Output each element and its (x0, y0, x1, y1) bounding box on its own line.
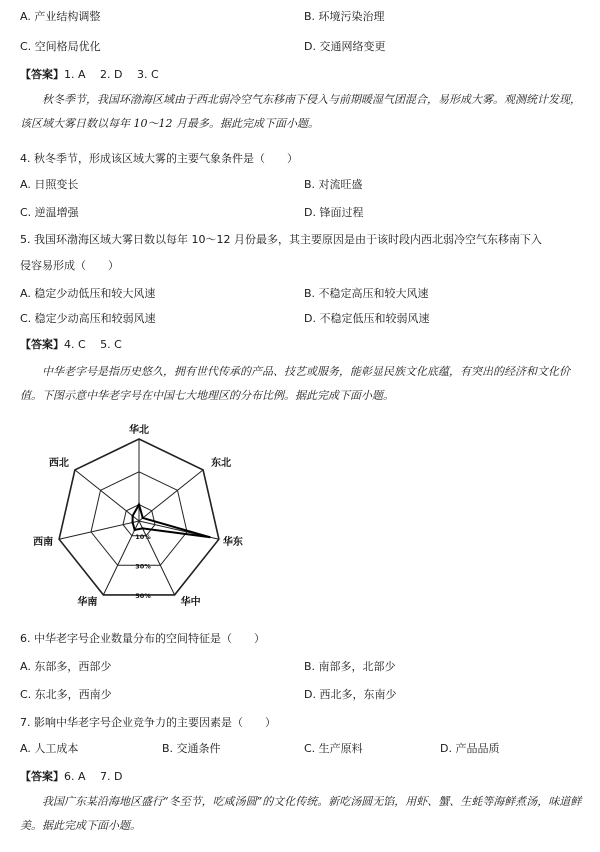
radar-spoke (75, 470, 139, 521)
q5-option-b: B. 不稳定高压和较大风速 (304, 287, 429, 300)
q5-option-c: C. 稳定少动高压和较弱风速 (20, 312, 156, 325)
q3-option-b: B. 环境污染治理 (304, 10, 385, 23)
question-5-stem-line1: 5. 我国环渤海区域大雾日数以每年 10～12 月份最多，其主要原因是由于该时段内西北弱冷空气东移南下入 (20, 233, 542, 246)
radar-chart (24, 418, 254, 614)
q6-option-b: B. 南部多，北部少 (304, 660, 396, 673)
radar-point (131, 515, 133, 517)
radar-point (208, 536, 210, 538)
q5-option-a: A. 稳定少动低压和较大风速 (20, 287, 156, 300)
q7-option-a: A. 人工成本 (20, 742, 79, 755)
q4-option-a: A. 日照变长 (20, 178, 79, 191)
passage-fog: 秋冬季节，我国环渤海区域由于西北弱冷空气东移南下侵入与前期暖湿气团混合，易形成大雾。观测统计发现，该区域大雾日数以每年 10～12 月最多。据此完成下面小题。 (20, 93, 581, 130)
q7-option-c: C. 生产原料 (304, 742, 363, 755)
radar-ring-label: 50% (135, 591, 151, 600)
q6-option-c: C. 东北多，西南少 (20, 688, 112, 701)
q4-option-c: C. 逆温增强 (20, 206, 79, 219)
q3-option-d: D. 交通网络变更 (304, 40, 386, 53)
radar-point (131, 521, 133, 523)
answer-text: 6. A 7. D (64, 770, 123, 783)
radar-category-label: 西南 (33, 537, 54, 549)
radar-category-label: 华北 (129, 425, 149, 436)
answer-text: 1. A 2. D 3. C (64, 68, 159, 81)
radar-point (141, 527, 143, 529)
radar-ring-label: 30% (135, 562, 151, 571)
radar-chart-svg (24, 418, 254, 614)
radar-category-label: 华南 (77, 596, 98, 608)
radar-point (134, 529, 136, 531)
radar-category-label: 东北 (211, 457, 232, 469)
question-5-stem-line2: 侵容易形成（ ） (20, 259, 119, 272)
radar-spoke (139, 470, 203, 521)
answer-label: 【答案】 (20, 770, 64, 783)
q4-option-b: B. 对流旺盛 (304, 178, 363, 191)
radar-spoke (103, 521, 139, 595)
q7-option-b: B. 交通条件 (162, 742, 221, 755)
q7-option-d: D. 产品品质 (440, 742, 500, 755)
radar-category-label: 西北 (48, 457, 69, 469)
radar-category-label: 华东 (222, 537, 243, 549)
question-4-stem: 4. 秋冬季节，形成该区域大雾的主要气象条件是（ ） (20, 152, 298, 165)
q5-option-d: D. 不稳定低压和较弱风速 (304, 312, 430, 325)
radar-ring-label: 10% (135, 532, 151, 541)
q4-option-d: D. 锋面过程 (304, 206, 364, 219)
q3-option-a: A. 产业结构调整 (20, 10, 101, 23)
answer-text: 4. C 5. C (64, 338, 122, 351)
answer-1-3 (20, 68, 159, 82)
q3-option-c: C. 空间格局优化 (20, 40, 101, 53)
passage-laozihao: 中华老字号是指历史悠久，拥有世代传承的产品、技艺或服务，能彰显民族文化底蕴，有突出的经济和文化价值。下图示意中华老字号在中国七大地理区的分布比例。据此完成下面小题。 (20, 365, 570, 402)
question-6-stem: 6. 中华老字号企业数量分布的空间特征是（ ） (20, 632, 265, 645)
answer-label: 【答案】 (20, 68, 64, 81)
question-7-stem: 7. 影响中华老字号企业竞争力的主要因素是（ ） (20, 716, 276, 729)
q6-option-a: A. 东部多，西部少 (20, 660, 112, 673)
radar-point (138, 503, 140, 505)
answer-4-5 (20, 338, 122, 352)
radar-category-label: 华中 (180, 596, 201, 608)
radar-point (142, 517, 144, 519)
q6-option-d: D. 西北多，东南少 (304, 688, 397, 701)
answer-6-7 (20, 770, 122, 784)
passage-tangyuan: 我国广东某沿海地区盛行“冬至节，吃咸汤圆”的文化传统。新吃汤圆无馅，用虾、蟹、生蚝等海鲜煮汤，味道鲜美。据此完成下面小题。 (20, 795, 582, 832)
answer-label: 【答案】 (20, 338, 64, 351)
